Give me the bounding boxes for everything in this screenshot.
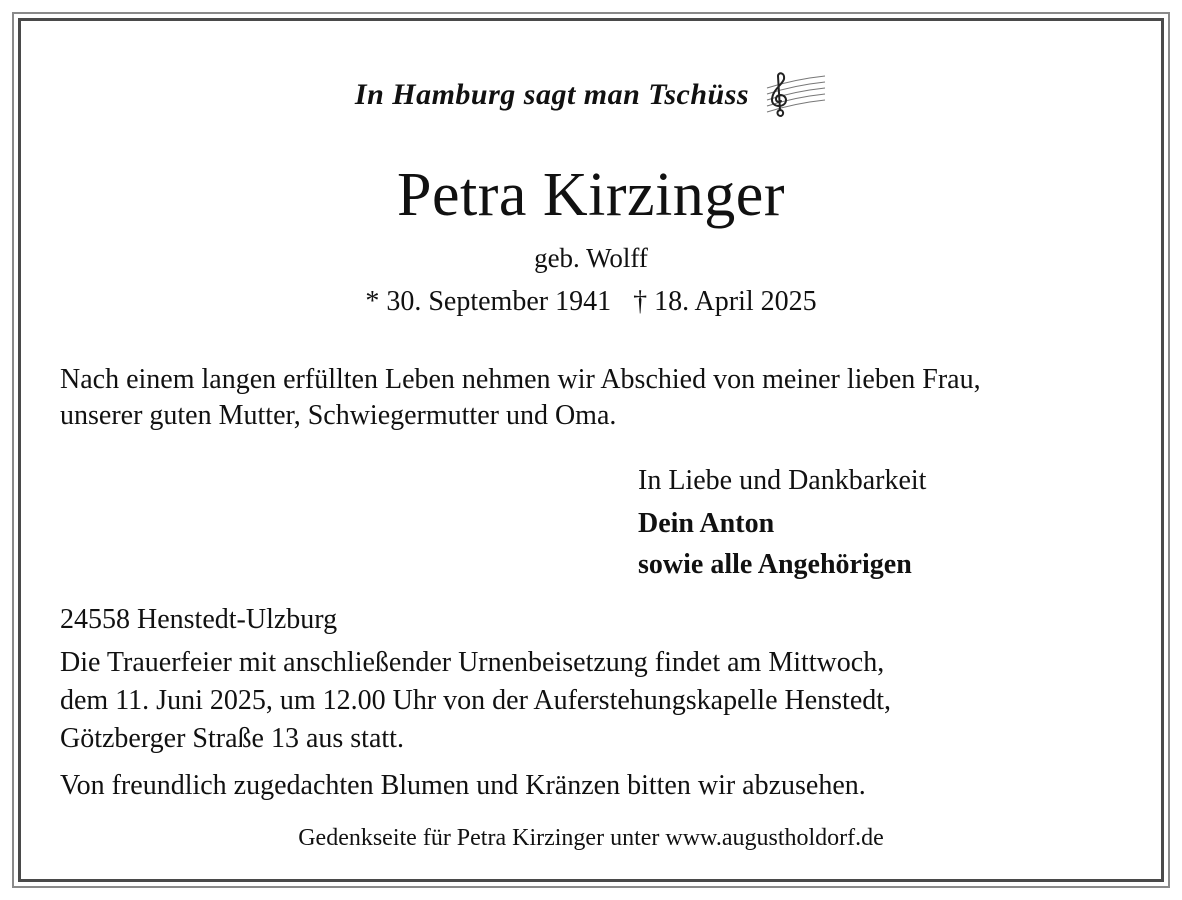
intro-line-1: Nach einem langen erfüllten Leben nehmen wir Abschied von meiner lieben Frau, xyxy=(60,364,981,395)
location: 24558 Henstedt-Ulzburg xyxy=(60,604,338,635)
flowers-note: Von freundlich zugedachten Blumen und Kränzen bitten wir abzusehen. xyxy=(60,770,866,801)
treble-clef-icon xyxy=(761,70,827,120)
deceased-name: Petra Kirzinger xyxy=(397,161,785,229)
ceremony-line-2: dem 11. Juni 2025, um 12.00 Uhr von der Auferstehungskapelle Henstedt, xyxy=(60,685,892,716)
motto-text: In Hamburg sagt man Tschüss xyxy=(354,78,750,111)
signature-line-3: sowie alle Angehörigen xyxy=(638,549,912,580)
birth-date: * 30. September 1941 xyxy=(365,286,612,317)
motto xyxy=(0,70,1182,120)
life-dates xyxy=(0,286,1182,318)
signature-line-2: Dein Anton xyxy=(638,508,775,539)
death-date: † 18. April 2025 xyxy=(633,286,817,317)
ceremony-line-3: Götzberger Straße 13 aus statt. xyxy=(60,723,404,754)
intro-line-2: unserer guten Mutter, Schwiegermutter und Oma. xyxy=(60,400,617,431)
ceremony-line-1: Die Trauerfeier mit anschließender Urnenbeisetzung findet am Mittwoch, xyxy=(60,647,885,678)
maiden-name: geb. Wolff xyxy=(534,243,648,273)
signature-line-1: In Liebe und Dankbarkeit xyxy=(638,465,927,496)
memorial-page-note: Gedenkseite für Petra Kirzinger unter www.augustholdorf.de xyxy=(298,825,884,851)
